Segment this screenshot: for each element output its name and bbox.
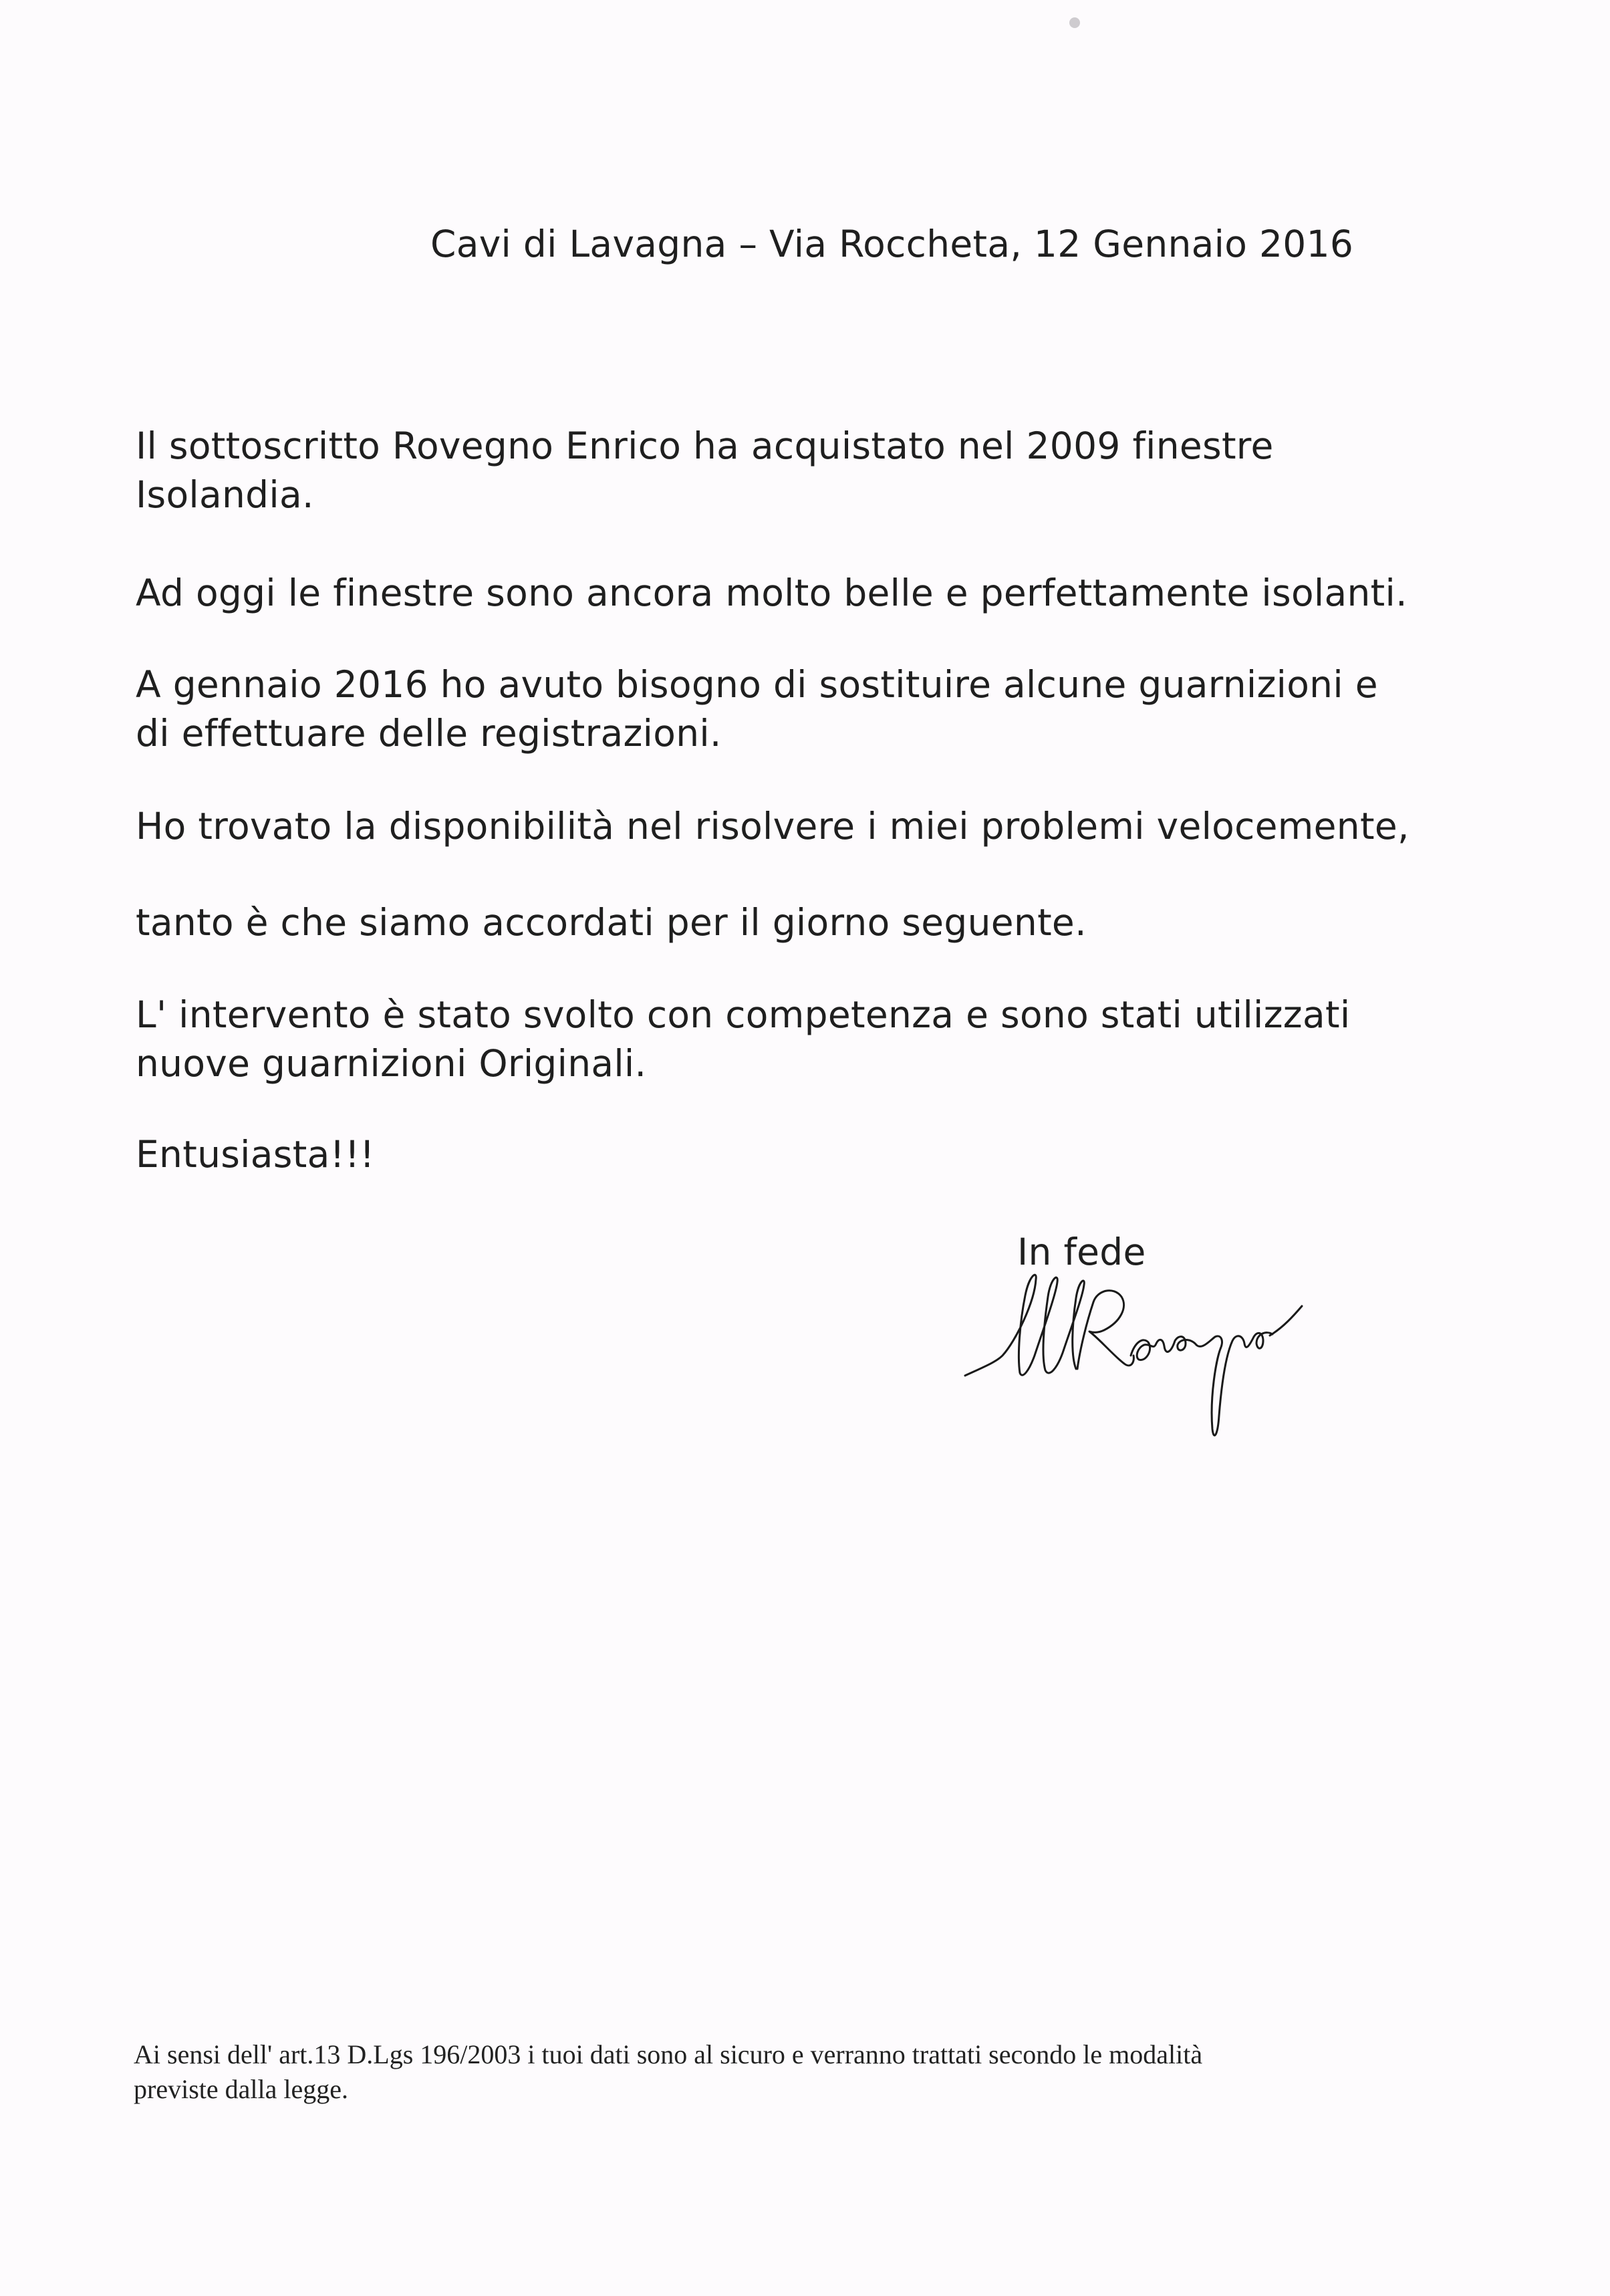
privacy-notice-line-1: Ai sensi dell' art.13 D.Lgs 196/2003 i tuoi dati sono al sicuro e verranno trattati secondo le modalità xyxy=(134,2039,1203,2069)
paragraph-6-line-2: nuove guarnizioni Originali. xyxy=(136,1042,647,1085)
privacy-notice-line-2: previste dalla legge. xyxy=(134,2074,348,2104)
paragraph-6-line-1: L' intervento è stato svolto con competenza e sono stati utilizzati xyxy=(136,993,1351,1036)
paragraph-3-line-1: A gennaio 2016 ho avuto bisogno di sostituire alcune guarnizioni e xyxy=(136,663,1378,706)
paragraph-5-line-1: tanto è che siamo accordati per il giorno seguente. xyxy=(136,901,1087,944)
closing-text: In fede xyxy=(1017,1231,1146,1273)
paragraph-7-line-1: Entusiasta!!! xyxy=(136,1133,375,1176)
paragraph-2-line-1: Ad oggi le finestre sono ancora molto belle e perfettamente isolanti. xyxy=(136,571,1407,614)
paragraph-1-line-2: Isolandia. xyxy=(136,473,314,516)
scan-speck xyxy=(1069,17,1080,28)
place-date-line: Cavi di Lavagna – Via Roccheta, 12 Gennaio 2016 xyxy=(430,223,1354,265)
handwritten-signature xyxy=(956,1255,1330,1449)
privacy-notice xyxy=(134,2037,1504,2107)
paragraph-3-line-2: di effettuare delle registrazioni. xyxy=(136,712,722,755)
paragraph-1-line-1: Il sottoscritto Rovegno Enrico ha acquistato nel 2009 finestre xyxy=(136,424,1274,467)
paragraph-4-line-1: Ho trovato la disponibilità nel risolvere i miei problemi velocemente, xyxy=(136,805,1410,848)
